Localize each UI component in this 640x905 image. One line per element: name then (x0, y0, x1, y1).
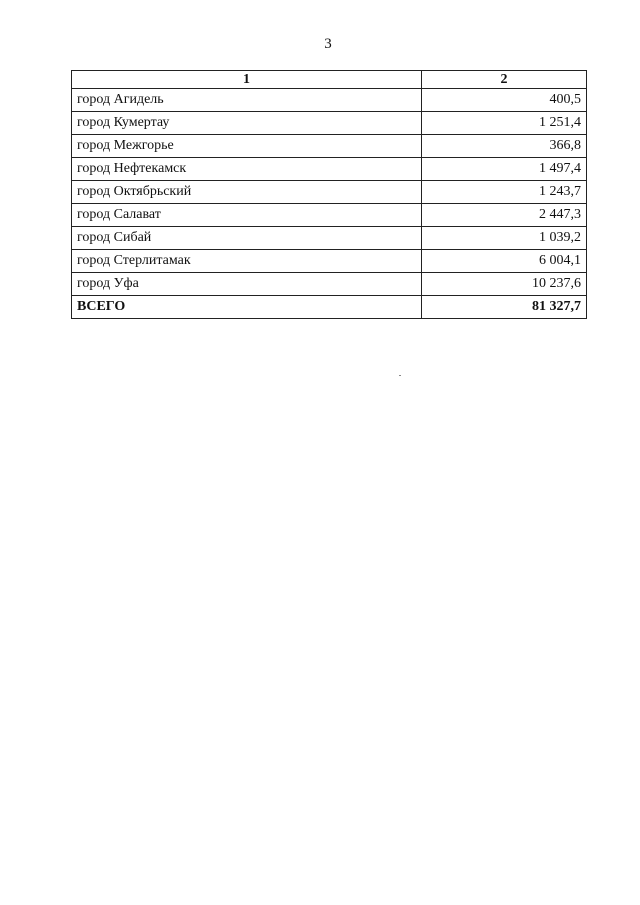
total-label: ВСЕГО (72, 296, 422, 319)
city-name-cell: город Стерлитамак (72, 250, 422, 273)
scan-speck (399, 375, 401, 376)
column-header-2: 2 (422, 71, 587, 89)
city-name-cell: город Кумертау (72, 112, 422, 135)
value-cell: 1 039,2 (422, 227, 587, 250)
data-table (71, 70, 587, 319)
total-value: 81 327,7 (422, 296, 587, 319)
column-header-1: 1 (72, 71, 422, 89)
value-cell: 2 447,3 (422, 204, 587, 227)
table-row (72, 227, 587, 250)
table-header-row (72, 71, 587, 89)
city-name-cell: город Уфа (72, 273, 422, 296)
value-cell: 1 497,4 (422, 158, 587, 181)
value-cell: 1 243,7 (422, 181, 587, 204)
table-row (72, 89, 587, 112)
value-cell: 366,8 (422, 135, 587, 158)
total-row (72, 296, 587, 319)
table-row (72, 250, 587, 273)
value-cell: 6 004,1 (422, 250, 587, 273)
city-name-cell: город Агидель (72, 89, 422, 112)
value-cell: 400,5 (422, 89, 587, 112)
table-row (72, 204, 587, 227)
city-name-cell: город Салават (72, 204, 422, 227)
table-row (72, 158, 587, 181)
value-cell: 10 237,6 (422, 273, 587, 296)
table-row (72, 135, 587, 158)
city-name-cell: город Октябрьский (72, 181, 422, 204)
city-name-cell: город Сибай (72, 227, 422, 250)
page-number: 3 (324, 36, 332, 52)
table-row (72, 181, 587, 204)
city-name-cell: город Межгорье (72, 135, 422, 158)
table-row (72, 273, 587, 296)
value-cell: 1 251,4 (422, 112, 587, 135)
city-name-cell: город Нефтекамск (72, 158, 422, 181)
table-row (72, 112, 587, 135)
